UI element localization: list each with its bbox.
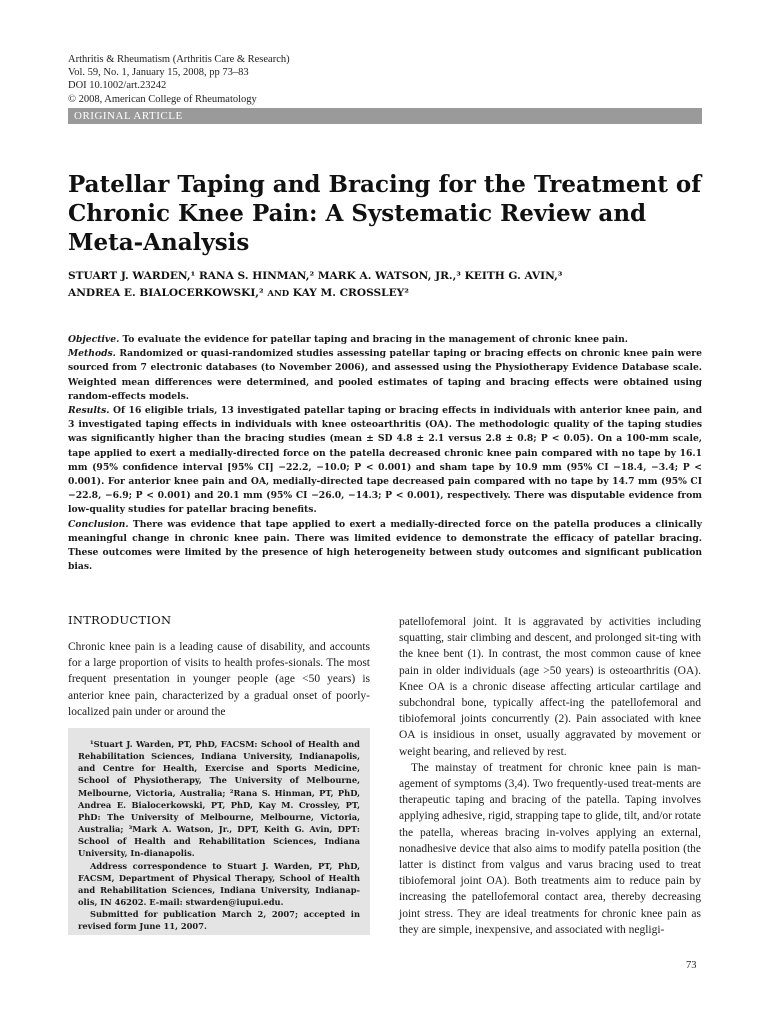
introduction-heading: INTRODUCTION [68, 613, 172, 627]
right-column [399, 614, 701, 938]
intro-paragraph-1: Chronic knee pain is a leading cause of disability, and accounts for a large proportion of visits to health profes-sionals. The most frequent presentation in younger people (age <50 years) is anterior knee pain, characterized by a gradual onset of poorly-localized pain under or around the [68, 641, 370, 718]
left-column [68, 639, 370, 720]
methods-text: Randomized or quasi-randomized studies assessing patellar taping or bracing effects on chronic knee pain were sourced from 7 electronic databases (to November 2006), and assessed using the Physiotherapy Evidence Database scale. Weighted mean differences were determined, and pooled estimates of taping and bracing effects were obtained using random-effects models. [68, 348, 702, 402]
article-title [68, 170, 708, 257]
results-label: Results. [68, 405, 110, 417]
section-label-bar: ORIGINAL ARTICLE [68, 108, 702, 124]
title-line-3: Meta-Analysis [68, 229, 250, 256]
objective-text: To evaluate the evidence for patellar taping and bracing in the management of chronic knee pain. [122, 334, 628, 345]
intro-paragraph-3: The mainstay of treatment for chronic knee pain is man-agement of symptoms (3,4). Two frequently-used treat-ments are therapeutic taping and bracing of the patella. Taping involves applying adhesive, rigid, strapping tape to glide, tilt, and/or rotate the patella, whereas bracing in-volves applying an external, nonadhesive device that also aims to modify patella position (the latter is distinct from valgus and varus bracing used to treat tibiofemoral joint OA). Both treatments aim to reduce pain by increasing the patellofemoral contact area, thereby decreasing joint stress. They are ideal treatments for chronic knee pain as they are simple, inexpensive, and associated with negligi- [399, 761, 701, 936]
author-crossley: KAY M. CROSSLEY² [292, 287, 409, 299]
author-list [68, 268, 708, 303]
results-text: Of 16 eligible trials, 13 investigated patellar taping or bracing effects in individuals with anterior knee pain, and 3 investigated taping effects in individuals with knee osteoarthritis (OA). The methodologic quality of the taping studies was significantly higher than the bracing studies (mean ± SD 4.8 ± 2.1 versus 2.8 ± 0.8; P < 0.05). On a 100-mm scale, tape applied to exert a medially-directed force on the patella decreased chronic knee pain compared with no tape by 16.1 mm (95% confidence interval [95% CI] −22.2, −10.0; P < 0.001) and sham tape by 10.9 mm (95% CI −18.4, −3.4; P < 0.001). For anterior knee pain and OA, medially-directed tape decreased pain compared with no tape by 14.7 mm (95% CI −22.8, −6.9; P < 0.001) and 20.1 mm (95% CI −26.0, −14.3; P < 0.001), respectively. There was disputable evidence from low-quality studies for patellar bracing benefits. [68, 405, 703, 516]
abstract-methods [68, 347, 702, 404]
journal-name: Arthritis & Rheumatism (Arthritis Care & Research) [68, 54, 290, 65]
author-affiliations-box [68, 728, 370, 935]
page-number: 73 [686, 960, 697, 971]
submission-dates-text: Submitted for publication March 2, 2007; accepted in revised form June 11, 2007. [78, 909, 360, 932]
abstract-conclusion [68, 518, 702, 575]
author-bialocerkowski: ANDREA E. BIALOCERKOWSKI,² [68, 287, 264, 299]
conclusion-label: Conclusion. [68, 518, 129, 530]
author-conjunction: AND [267, 289, 290, 299]
affiliations-text: ¹Stuart J. Warden, PT, PhD, FACSM: School of Health and Rehabilitation Sciences, Indiana University, Indianapolis, and Centre for Health, Exercise and Sports Medicine, School of Physiotherapy, The University of Melbourne, Melbourne, Victoria, Australia; ²Rana S. Hinman, PT, PhD, Andrea E. Bialocerkowski, PT, PhD, Kay M. Crossley, PT, PhD: The University of Melbourne, Melbourne, Victoria, Australia; ³Mark A. Watson, Jr., DPT, Keith G. Avin, DPT: School of Health and Rehabilitation Sciences, Indiana University, In-dianapolis. [78, 739, 360, 859]
authors-line-2 [68, 285, 708, 303]
correspondence-text: Address correspondence to Stuart J. Warden, PT, PhD, FACSM, Department of Physical Therapy, School of Health and Rehabilitation Sciences, Indiana University, Indianap-olis, IN 46202. E-mail: stwarden@iupui.edu. [78, 860, 360, 908]
abstract-objective [68, 333, 702, 347]
journal-volume: Vol. 59, No. 1, January 15, 2008, pp 73–83 [68, 67, 249, 79]
abstract [68, 333, 702, 574]
conclusion-text: There was evidence that tape applied to exert a medially-directed force on the patella produces a clinically meaningful change in chronic knee pain. There was limited evidence to demonstrate the efficacy of patellar bracing. These outcomes were limited by the presence of high heterogeneity between study outcomes and significant publication bias. [68, 518, 702, 573]
title-line-2: Chronic Knee Pain: A Systematic Review and [68, 200, 647, 227]
journal-copyright: © 2008, American College of Rheumatology [68, 93, 257, 105]
intro-paragraph-2: patellofemoral joint. It is aggravated by activities including squatting, stair climbing and descent, and prolonged sit-ting with the knee bent (1). In contrast, the most common cause of knee pain in older individuals (age >50 years) is osteoarthritis (OA). Knee OA is a chronic disease affecting articular cartilage and subchondral bone, typically affect-ing the patellofemoral and tibiofemoral joints concurrently (2). Pain associated with knee OA is insidious in onset, usually aggravated by movement or weight bearing, and relieved by rest. [399, 616, 701, 758]
journal-citation [68, 53, 290, 106]
abstract-results [68, 404, 702, 518]
authors-line-1: STUART J. WARDEN,¹ RANA S. HINMAN,² MARK A. WATSON, JR.,³ KEITH G. AVIN,³ [68, 270, 563, 282]
objective-label: Objective. [68, 334, 120, 345]
title-line-1: Patellar Taping and Bracing for the Treatment of [68, 171, 702, 198]
methods-label: Methods. [68, 348, 116, 360]
journal-doi: DOI 10.1002/art.23242 [68, 80, 167, 92]
